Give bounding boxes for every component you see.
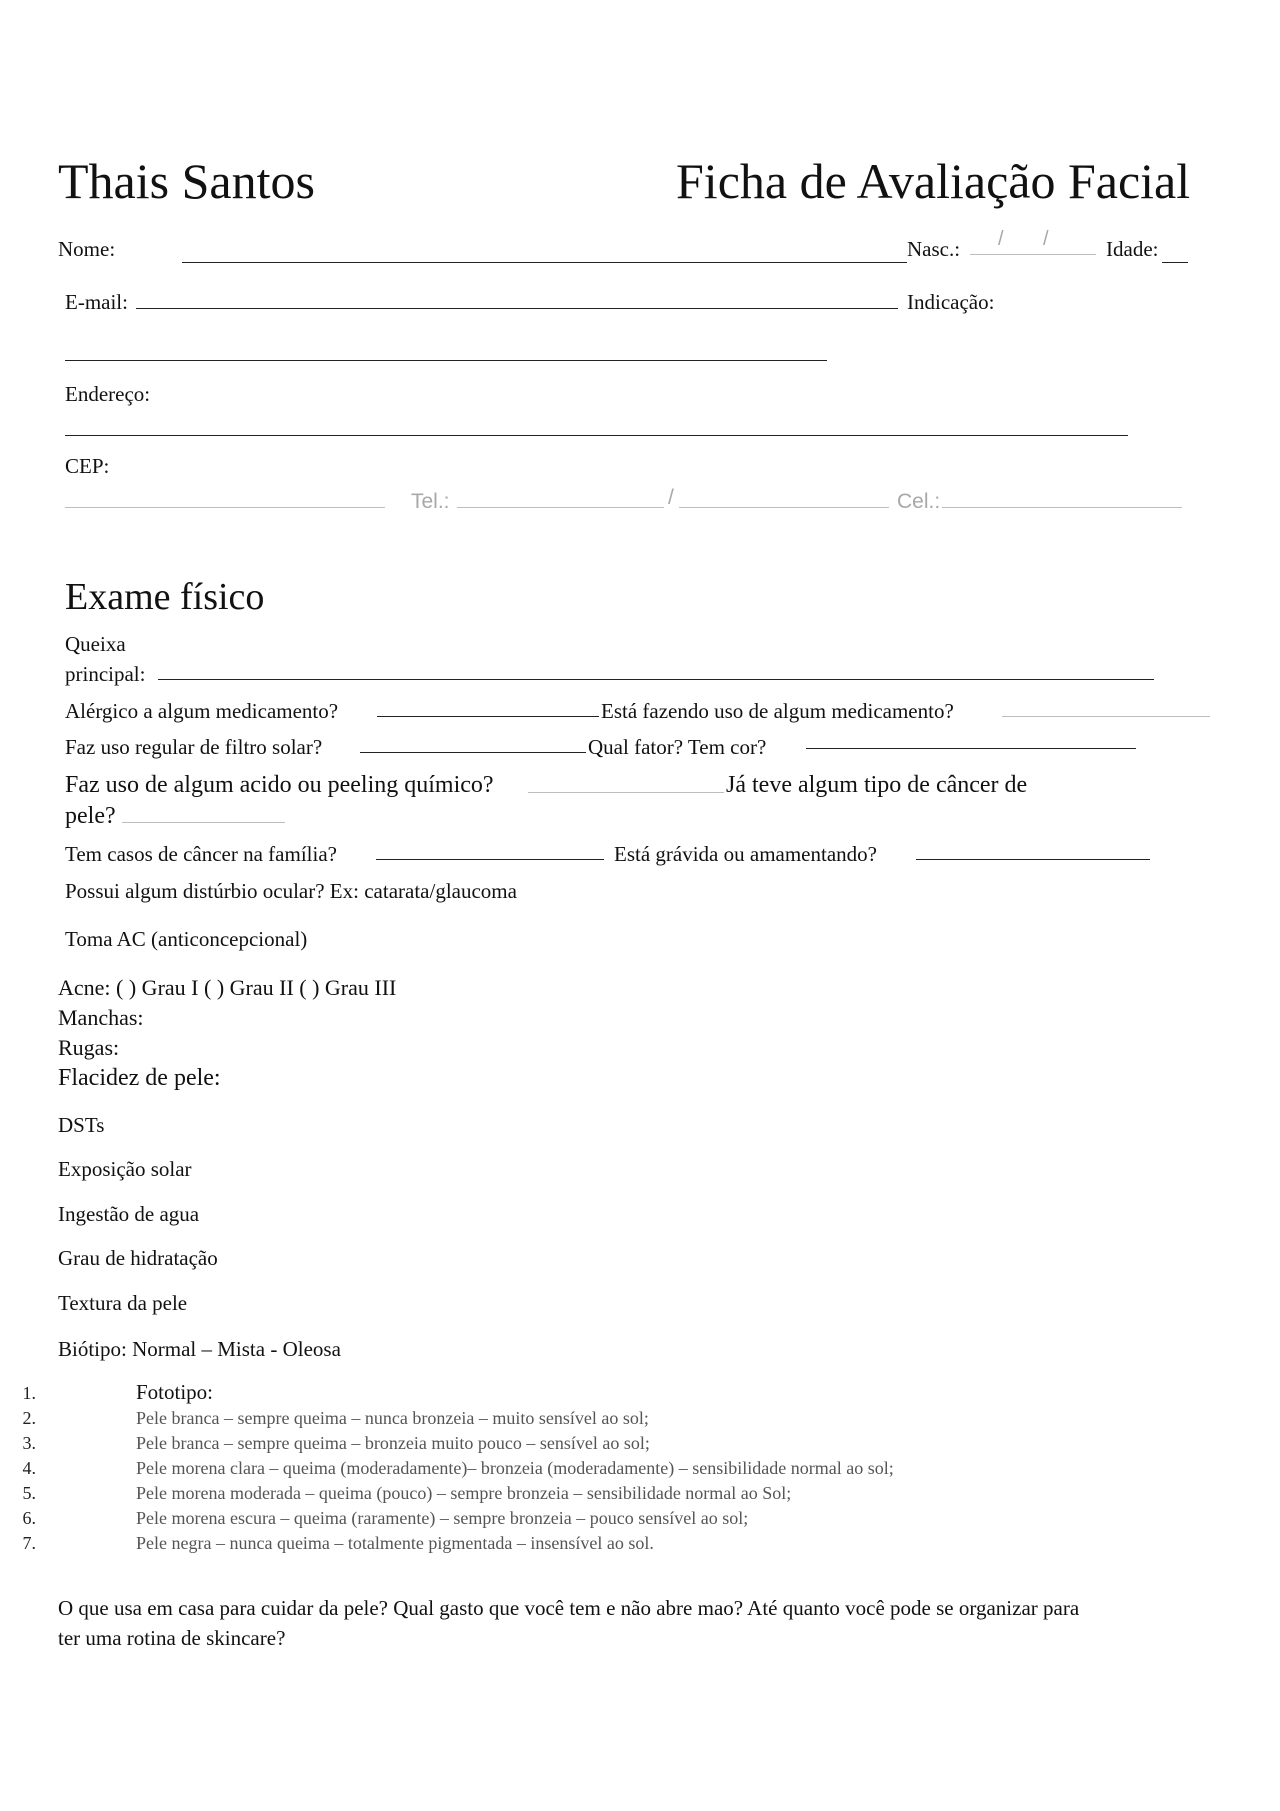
indicacao-label: Indicação: [907,290,995,314]
fator-field[interactable] [806,748,1136,749]
acido-field[interactable] [528,792,724,793]
list-item-number: 4. [22,1458,36,1478]
list-item-number: 7. [22,1533,36,1553]
endereco-label: Endereço: [65,382,151,406]
ac-label: Toma AC (anticoncepcional) [65,927,308,951]
list-item-number: 2. [22,1408,36,1428]
cel-field[interactable] [942,507,1182,508]
list-item: Pele branca – sempre queima – bronzeia muito pouco – sensível ao sol; [136,1433,650,1453]
list-item: Pele morena escura – queima (raramente) – sempre bronzeia – pouco sensível ao sol; [136,1508,749,1528]
list-item-number: 5. [22,1483,36,1503]
email-continuation-field[interactable] [65,360,827,361]
cep-label: CEP: [65,454,110,478]
idade-label: Idade: [1106,237,1159,261]
manchas-label: Manchas: [58,1005,144,1030]
list-item-number: 6. [22,1508,36,1528]
closing-question-cont: ter uma rotina de skincare? [58,1626,286,1650]
list-item: Pele morena clara – queima (moderadamente)– bronzeia (moderadamente) – sensibilidade normal ao sol; [136,1458,894,1478]
nome-field[interactable] [182,262,907,263]
nasc-label: Nasc.: [907,237,961,261]
cancer-pele-field[interactable] [122,822,285,823]
fototipo-heading: Fototipo: [136,1380,214,1404]
list-item-number: 3. [22,1433,36,1453]
nasc-field[interactable] [970,254,1096,255]
nasc-separator: / [998,228,1004,250]
cancer-pele-label-cont: pele? [65,803,116,829]
idade-field[interactable] [1162,262,1188,263]
cancer-familia-label: Tem casos de câncer na família? [65,842,337,866]
tel-label: Tel.: [411,490,450,513]
filtro-field[interactable] [360,752,586,753]
fator-label: Qual fator? Tem cor? [588,735,767,759]
exposicao-label: Exposição solar [58,1157,192,1181]
nasc-separator: / [1043,228,1049,250]
cancer-familia-field[interactable] [376,859,604,860]
clinician-name: Thais Santos [58,153,315,209]
form-title: Ficha de Avaliação Facial [676,153,1191,209]
filtro-label: Faz uso regular de filtro solar? [65,735,323,759]
email-label: E-mail: [65,290,128,314]
textura-label: Textura da pele [58,1291,188,1315]
list-item: Pele morena moderada – queima (pouco) – sempre bronzeia – sensibilidade normal ao Sol; [136,1483,792,1503]
ingestao-label: Ingestão de agua [58,1202,200,1226]
tel-field[interactable] [457,507,664,508]
cel-label: Cel.: [897,490,941,513]
queixa-field[interactable] [158,679,1154,680]
list-item: Pele branca – sempre queima – nunca bronzeia – muito sensível ao sol; [136,1408,649,1428]
hidratacao-label: Grau de hidratação [58,1246,218,1270]
alergico-field[interactable] [377,716,599,717]
cancer-pele-label: Já teve algum tipo de câncer de [726,772,1028,798]
flacidez-label: Flacidez de pele: [58,1065,221,1091]
rugas-label: Rugas: [58,1035,120,1060]
cep-field[interactable] [65,507,385,508]
exam-section-title: Exame físico [65,576,265,618]
alergico-label: Alérgico a algum medicamento? [65,699,339,723]
gravida-field[interactable] [916,859,1150,860]
acne-label: Acne: ( ) Grau I ( ) Grau II ( ) Grau III [58,975,397,1000]
list-item-number: 1. [22,1383,36,1403]
biotipo-label: Biótipo: Normal – Mista - Oleosa [58,1337,341,1361]
tel-separator: / [668,486,674,509]
acido-label: Faz uso de algum acido ou peeling químico? [65,772,494,798]
nome-label: Nome: [58,237,116,261]
uso-medicamento-field[interactable] [1002,716,1210,717]
ocular-label: Possui algum distúrbio ocular? Ex: catarata/glaucoma [65,879,517,903]
gravida-label: Está grávida ou amamentando? [614,842,877,866]
list-item: Pele negra – nunca queima – totalmente pigmentada – insensível ao sol. [136,1533,654,1553]
dsts-label: DSTs [58,1113,105,1137]
uso-medicamento-label: Está fazendo uso de algum medicamento? [601,699,954,723]
closing-question: O que usa em casa para cuidar da pele? Qual gasto que você tem e não abre mao? Até quanto você pode se organizar para [58,1596,1080,1620]
queixa-label-cont: principal: [65,662,146,686]
endereco-field[interactable] [65,435,1128,436]
queixa-label: Queixa [65,632,126,656]
email-field[interactable] [136,308,898,309]
tel-field-2[interactable] [679,507,889,508]
